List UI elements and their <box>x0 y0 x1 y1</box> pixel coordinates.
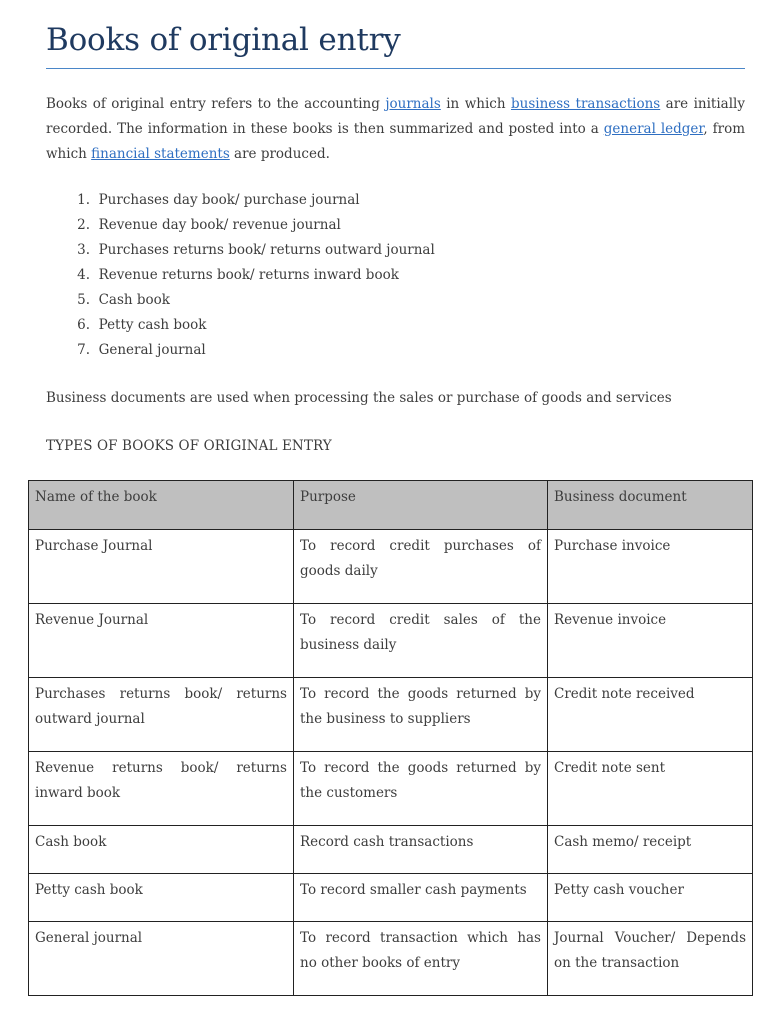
header-cell: Purpose <box>294 481 548 530</box>
list-text: General journal <box>98 342 206 358</box>
table-cell: Revenue invoice <box>548 604 753 678</box>
header-cell: Name of the book <box>29 481 294 530</box>
table-row <box>29 826 753 874</box>
list-item <box>46 238 745 263</box>
table-cell: To record the goods returned by the business to suppliers <box>294 678 548 752</box>
table-cell: To record smaller cash payments <box>294 874 548 922</box>
list-number: 6. <box>77 317 90 333</box>
table-row <box>29 874 753 922</box>
books-table <box>28 480 753 996</box>
intro-text-2: in which <box>440 96 511 112</box>
table-cell: Credit note received <box>548 678 753 752</box>
table-row <box>29 922 753 996</box>
table-cell: Petty cash voucher <box>548 874 753 922</box>
table-cell: To record credit sales of the business daily <box>294 604 548 678</box>
list-number: 1. <box>77 192 90 208</box>
table-cell: To record the goods returned by the customers <box>294 752 548 826</box>
list-number: 3. <box>77 242 90 258</box>
table-row <box>29 678 753 752</box>
financial-statements-link[interactable]: financial statements <box>91 146 230 162</box>
intro-text-5: are produced. <box>229 146 330 162</box>
books-list <box>46 188 745 363</box>
list-text: Cash book <box>98 292 170 308</box>
business-transactions-link[interactable]: business transactions <box>510 96 661 112</box>
header-cell: Business document <box>548 481 753 530</box>
table-cell: Journal Voucher/ Depends on the transaction <box>548 922 753 996</box>
table-cell: Cash book <box>29 826 294 874</box>
list-item <box>46 213 745 238</box>
list-number: 2. <box>77 217 90 233</box>
table-row <box>29 530 753 604</box>
intro-paragraph <box>46 92 745 167</box>
table-row <box>29 604 753 678</box>
table-cell: To record credit purchases of goods daily <box>294 530 548 604</box>
list-number: 4. <box>77 267 90 283</box>
table-cell: Credit note sent <box>548 752 753 826</box>
list-text: Revenue returns book/ returns inward book <box>98 267 399 283</box>
title-divider <box>46 68 745 69</box>
table-cell: Cash memo/ receipt <box>548 826 753 874</box>
list-text: Purchases day book/ purchase journal <box>98 192 360 208</box>
section-heading: TYPES OF BOOKS OF ORIGINAL ENTRY <box>46 438 332 454</box>
list-item <box>46 313 745 338</box>
list-item <box>46 288 745 313</box>
documents-paragraph: Business documents are used when processing the sales or purchase of goods and services <box>46 390 672 406</box>
table-cell: To record transaction which has no other books of entry <box>294 922 548 996</box>
intro-text-1: Books of original entry refers to the accounting <box>46 96 386 112</box>
table-cell: Revenue Journal <box>29 604 294 678</box>
table-cell: Purchase invoice <box>548 530 753 604</box>
general-ledger-link[interactable]: general ledger <box>603 121 704 137</box>
table-cell: Purchases returns book/ returns outward journal <box>29 678 294 752</box>
table-cell: Record cash transactions <box>294 826 548 874</box>
list-text: Purchases returns book/ returns outward journal <box>98 242 435 258</box>
table-cell: Petty cash book <box>29 874 294 922</box>
table-cell: Purchase Journal <box>29 530 294 604</box>
list-item <box>46 188 745 213</box>
list-text: Revenue day book/ revenue journal <box>98 217 341 233</box>
intro-text-3: are initially recorded. The information in these books is then summarized and posted into a <box>46 96 745 137</box>
table-row <box>29 752 753 826</box>
list-text: Petty cash book <box>98 317 207 333</box>
journals-link[interactable]: journals <box>385 96 441 112</box>
table-cell: General journal <box>29 922 294 996</box>
page-title: Books of original entry <box>46 22 401 58</box>
table-header-row <box>29 481 753 530</box>
table-cell: Revenue returns book/ returns inward book <box>29 752 294 826</box>
list-number: 7. <box>77 342 90 358</box>
list-number: 5. <box>77 292 90 308</box>
list-item <box>46 263 745 288</box>
intro-text-4: , from which <box>46 121 746 162</box>
list-item <box>46 338 745 363</box>
